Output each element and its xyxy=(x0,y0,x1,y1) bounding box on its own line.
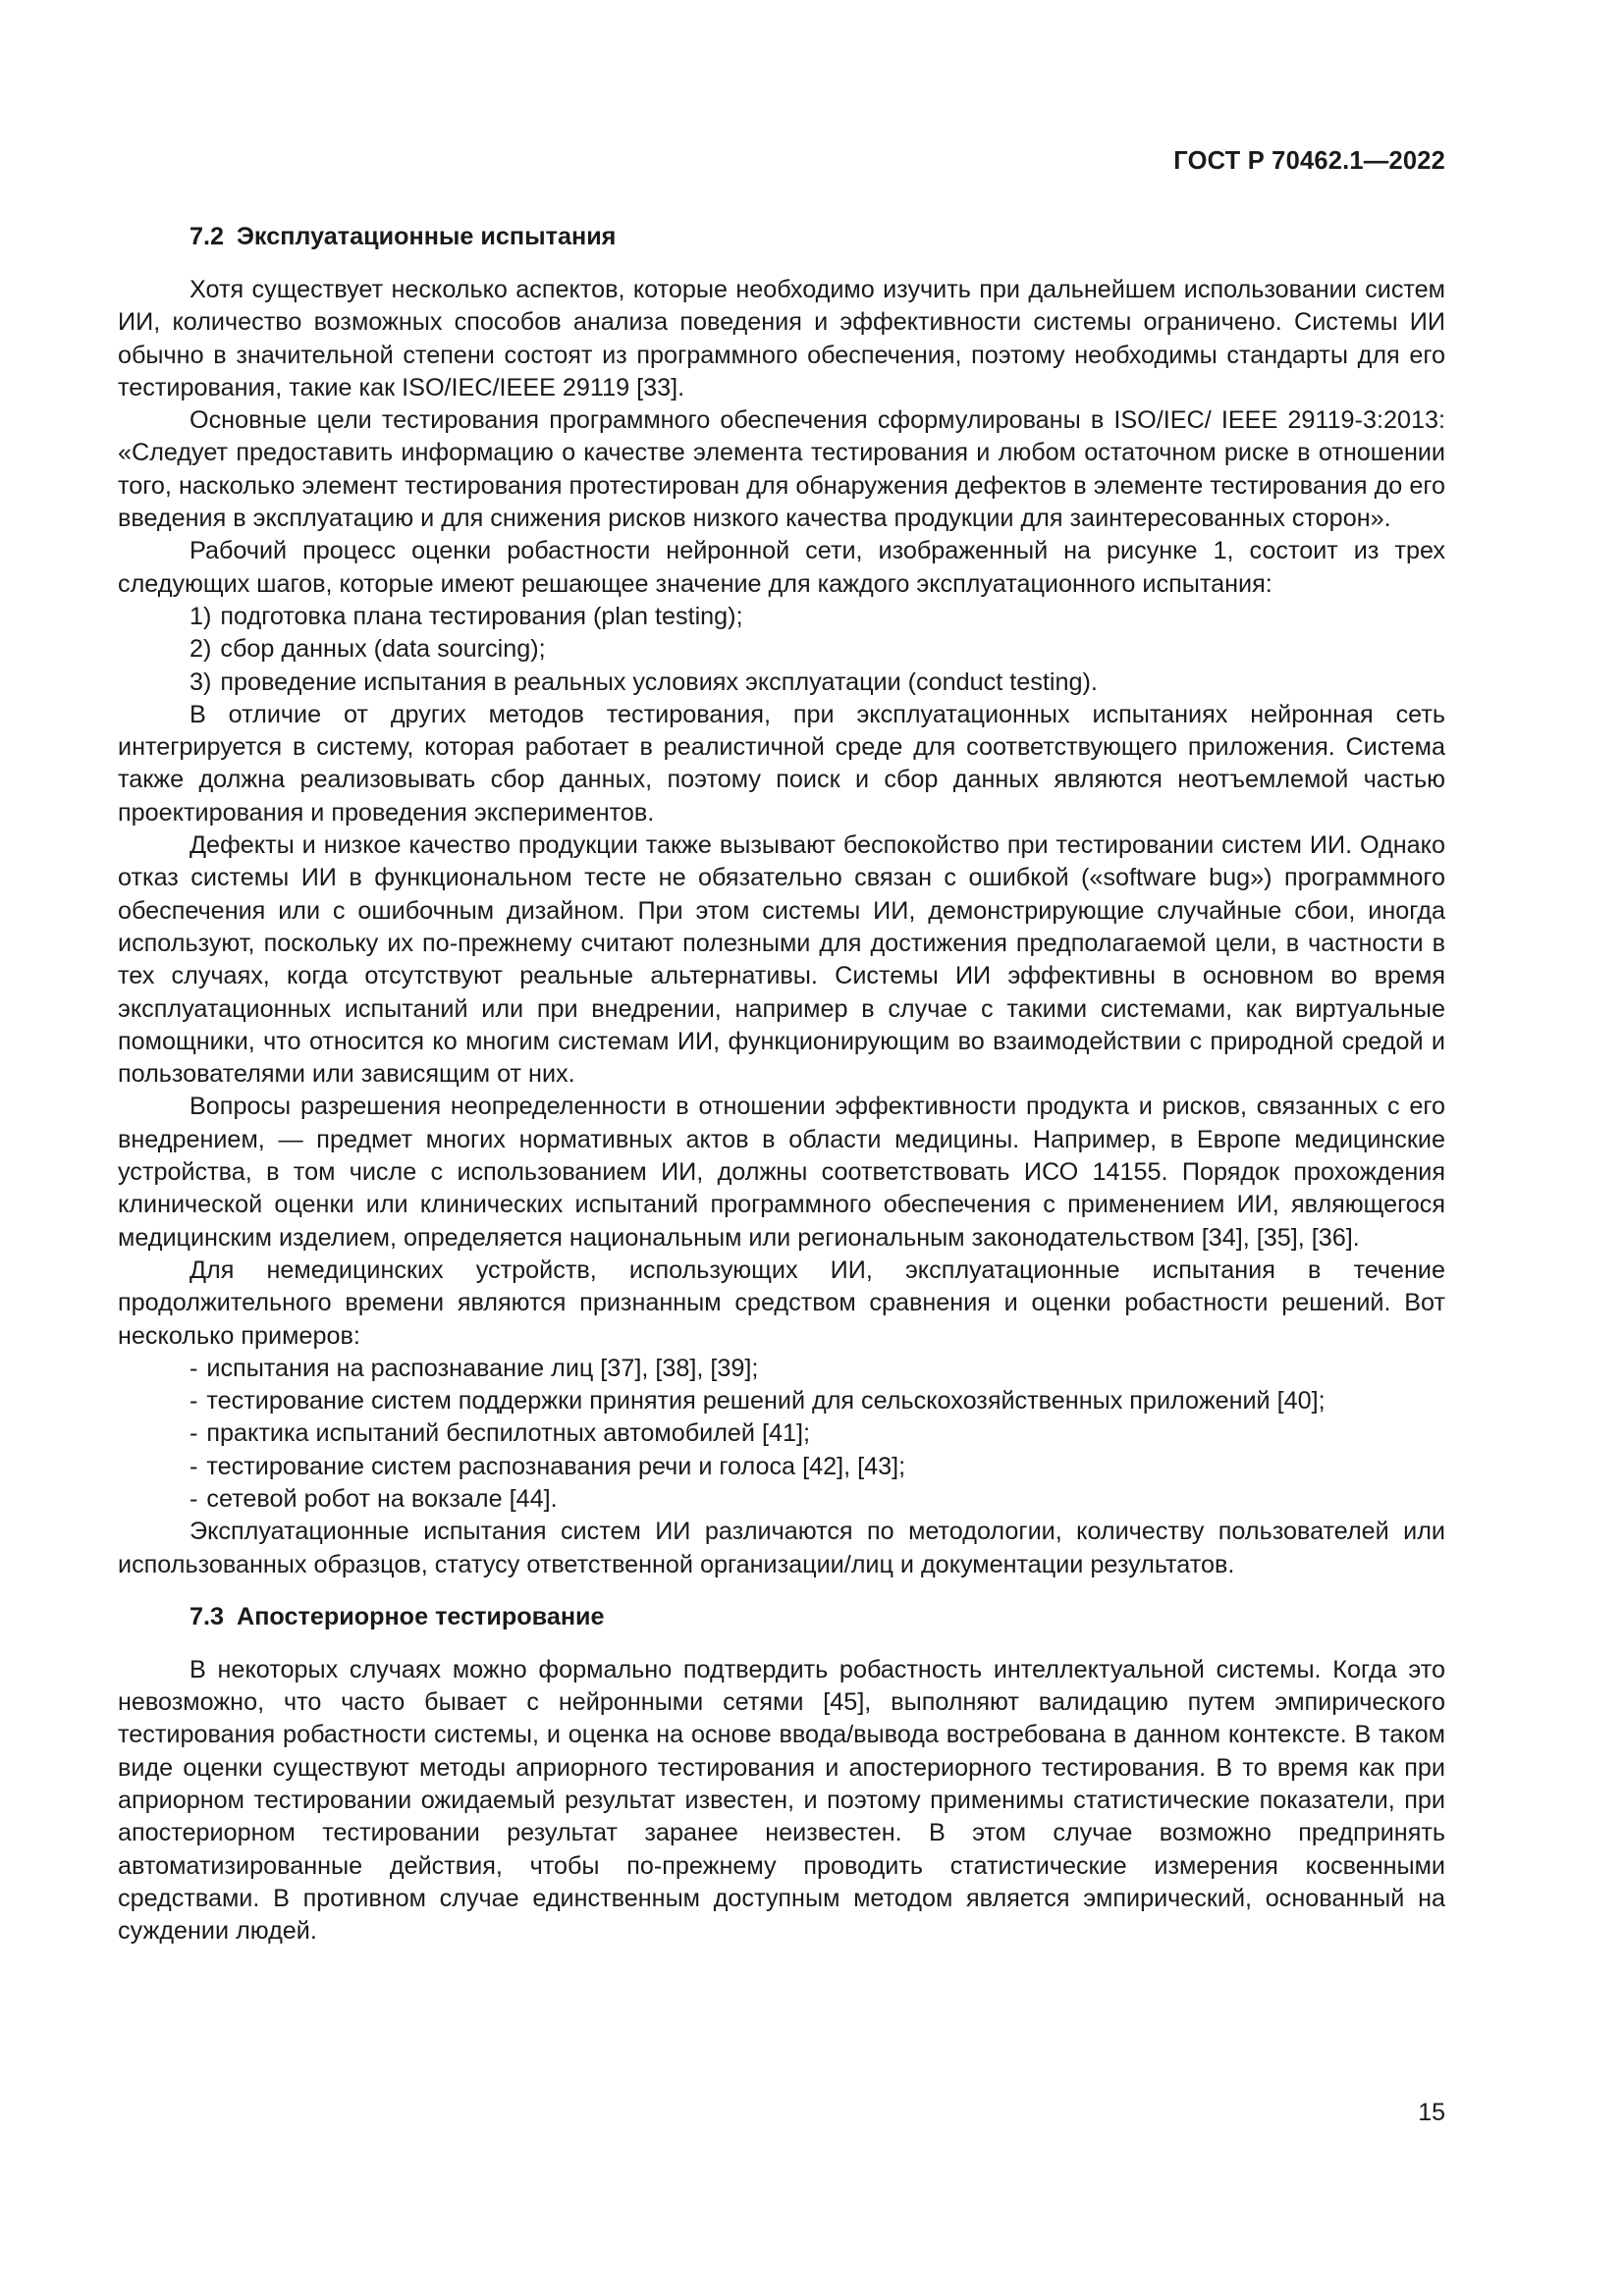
paragraph: В отличие от других методов тестирования, при эксплуатационных испытаниях нейронная сеть интегрируется в систему, которая работает в реалистичной среде для соответствующего приложения. Система также должна реализовывать сбор данных, поэтому поиск и сбор данных являются неотъемлемой частью проектирования и проведения экспериментов. xyxy=(118,700,1445,827)
examples-list xyxy=(118,1353,1445,1516)
document-id-header: ГОСТ Р 70462.1—2022 xyxy=(1173,147,1445,175)
section-title: Апостериорное тестирование xyxy=(237,1602,605,1630)
list-item: 3) проведение испытания в реальных условиях эксплуатации (conduct testing). xyxy=(189,667,1098,696)
page-content xyxy=(118,221,1445,1949)
list-item: - тестирование систем поддержки принятия решений для сельскохозяйственных приложений [40]; xyxy=(189,1387,1326,1415)
paragraph: Дефекты и низкое качество продукции также вызывают беспокойство при тестировании систем ИИ. Однако отказ системы ИИ в функциональном тесте не обязательно связан с ошибкой («software bug») программного обеспечения или с ошибочным дизайном. При этом системы ИИ, демонстрирующие случайные сбои, иногда используют, поскольку их по-прежнему считают полезными для достижения предполагаемой цели, в частности в тех случаях, когда отсутствуют реальные альтернативы. Системы ИИ эффективны в основном во время эксплуатационных испытаний или при внедрении, например в случае с такими системами, как виртуальные помощники, что относится ко многим системам ИИ, функционирующим во взаимодействии с природной средой и пользователями или зависящим от них. xyxy=(118,831,1445,1089)
list-item: - практика испытаний беспилотных автомобилей [41]; xyxy=(189,1419,810,1448)
list-item: 2) сбор данных (data sourcing); xyxy=(189,635,546,664)
paragraph: Вопросы разрешения неопределенности в отношении эффективности продукта и рисков, связанных с его внедрением, — предмет многих нормативных актов в области медицины. Например, в Европе медицинские устройства, в том числе с использованием ИИ, должны соответствовать ИСО 14155. Порядок прохождения клинической оценки или клинических испытаний программного обеспечения с применением ИИ, являющегося медицинским изделием, определяется национальным или региональным законодательством [34], [35], [36]. xyxy=(118,1093,1445,1252)
section-heading-7-2 xyxy=(118,221,1445,253)
paragraph: Основные цели тестирования программного обеспечения сформулированы в ISO/IEC/ IEEE 29119-3:2013: «Следует предоставить информацию о качестве элемента тестирования и любом остаточном риске в отношении того, насколько элемент тестирования протестирован для обнаружения дефектов в элементе тестирования до его введения в эксплуатацию и для снижения рисков низкого качества продукции для заинтересованных сторон». xyxy=(118,406,1445,533)
section-number: 7.3 xyxy=(189,1602,225,1630)
page-number: 15 xyxy=(1418,2099,1445,2126)
section-title: Эксплуатационные испытания xyxy=(237,223,617,250)
steps-list xyxy=(118,601,1445,699)
list-item: - испытания на распознавание лиц [37], [38], [39]; xyxy=(189,1354,759,1382)
paragraph: Рабочий процесс оценки робастности нейронной сети, изображенный на рисунке 1, состоит из трех следующих шагов, которые имеют решающее значение для каждого эксплуатационного испытания: xyxy=(118,537,1445,598)
paragraph: Эксплуатационные испытания систем ИИ различаются по методологии, количеству пользователей или использованных образцов, статусу ответственной организации/лиц и документации результатов. xyxy=(118,1518,1445,1578)
section-heading-7-3 xyxy=(118,1601,1445,1633)
list-item: - тестирование систем распознавания речи и голоса [42], [43]; xyxy=(189,1452,906,1480)
list-item: 1) подготовка плана тестирования (plan testing); xyxy=(189,602,743,630)
list-item: - сетевой робот на вокзале [44]. xyxy=(189,1484,558,1513)
section-number: 7.2 xyxy=(189,223,225,250)
paragraph: Для немедицинских устройств, использующих ИИ, эксплуатационные испытания в течение продолжительного времени являются признанным средством сравнения и оценки робастности решений. Вот несколько примеров: xyxy=(118,1255,1445,1350)
paragraph: Хотя существует несколько аспектов, которые необходимо изучить при дальнейшем использовании систем ИИ, количество возможных способов анализа поведения и эффективности системы ограничено. Системы ИИ обычно в значительной степени состоят из программного обеспечения, поэтому необходимы стандарты для его тестирования, такие как ISO/IEC/IEEE 29119 [33]. xyxy=(118,276,1445,401)
paragraph: В некоторых случаях можно формально подтвердить робастность интеллектуальной системы. Когда это невозможно, что часто бывает с нейронными сетями [45], выполняют валидацию путем эмпирического тестирования робастности системы, и оценка на основе ввода/вывода востребована в данном контексте. В таком виде оценки существуют методы априорного тестирования и апостериорного тестирования. В то время как при априорном тестировании ожидаемый результат известен, и поэтому применимы статистические показатели, при апостериорном тестировании результат заранее неизвестен. В этом случае возможно предпринять автоматизированные действия, чтобы по-прежнему проводить статистические измерения косвенными средствами. В противном случае единственным доступным методом является эмпирический, основанный на суждении людей. xyxy=(118,1655,1445,1946)
